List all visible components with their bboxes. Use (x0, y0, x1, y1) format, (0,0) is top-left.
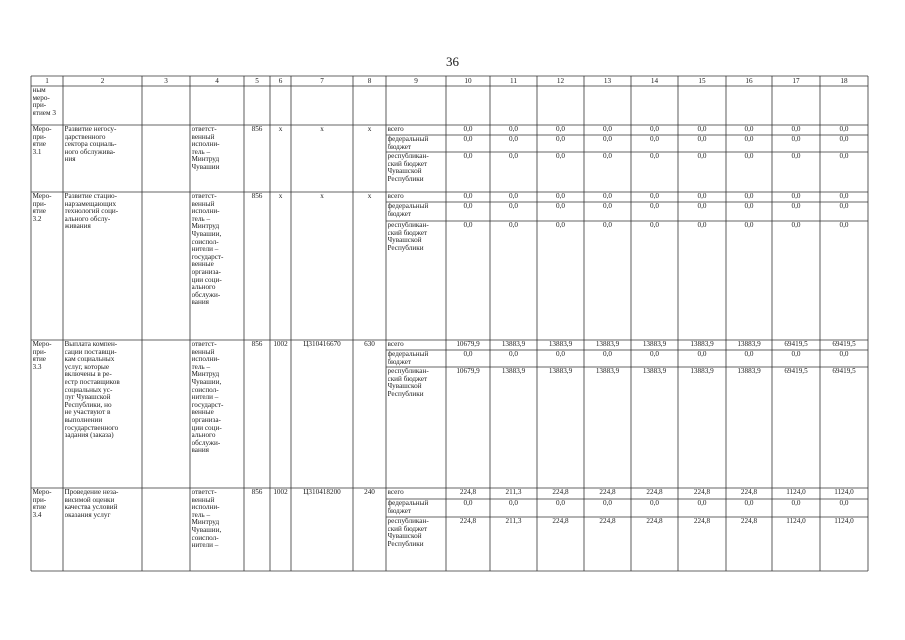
funding-value: 0,0 (791, 126, 801, 133)
funding-value: 224,8 (599, 518, 616, 525)
funding-value: 211,3 (505, 489, 522, 496)
funding-value: 224,8 (740, 489, 758, 496)
funding-value: 224,8 (693, 489, 711, 496)
header-cell-2: 2 (100, 77, 105, 85)
event-expense-type: 630 (364, 341, 375, 348)
funding-value: 0,0 (839, 126, 849, 133)
funding-value: 224,8 (646, 518, 663, 525)
event-grbs-code: 856 (251, 489, 263, 496)
event-executor: ответст- венный исполни- тель – Минтруд Чувашии (191, 126, 220, 171)
funding-value: 224,8 (693, 518, 711, 525)
header-cell-18: 18 (840, 77, 848, 85)
funding-value: 0,0 (839, 193, 849, 200)
funding-value: 0,0 (839, 500, 849, 507)
funding-value: 0,0 (744, 126, 754, 133)
header-cell-1: 1 (45, 77, 49, 85)
funding-value: 0,0 (744, 203, 754, 210)
funding-value: 10679,9 (456, 368, 480, 375)
header-cell-11: 11 (510, 77, 517, 85)
funding-value: 69419,5 (784, 368, 808, 375)
funding-value: 211,3 (505, 518, 522, 525)
funding-value: 0,0 (463, 126, 473, 133)
funding-value: 0,0 (650, 193, 659, 200)
funding-value: 0,0 (556, 351, 565, 358)
event-name: Меро- при- ятие 3.2 (32, 193, 52, 223)
funding-value: 0,0 (791, 500, 801, 507)
event-executor: ответст- венный исполни- тель – Минтруд Чувашии, соиспол- нители – (191, 489, 222, 550)
page-number: 36 (446, 54, 459, 69)
funding-value: 0,0 (603, 203, 612, 210)
funding-value: 0,0 (697, 222, 707, 229)
funding-value: 0,0 (791, 222, 801, 229)
event-target-code: Ц310416670 (303, 341, 341, 348)
event-expense-type: х (367, 126, 372, 133)
funding-value: 0,0 (509, 500, 518, 507)
funding-value: 13883,9 (690, 368, 714, 375)
funding-source: республикан- ский бюджет Чувашской Республики (387, 153, 429, 183)
funding-value: 0,0 (463, 222, 473, 229)
header-cell-8: 8 (367, 77, 372, 85)
funding-value: 0,0 (744, 222, 754, 229)
event-target-code: х (320, 126, 324, 133)
funding-value: 0,0 (509, 153, 518, 160)
funding-value: 0,0 (463, 500, 473, 507)
header-cell-6: 6 (278, 77, 283, 85)
funding-value: 224,8 (646, 489, 663, 496)
event-section-code: х (278, 193, 283, 200)
event-name: Меро- при- ятие 3.3 (32, 341, 52, 371)
funding-value: 13883,9 (501, 368, 526, 375)
event-description: Развитие стацио- нарзамещающих технологий соци- ального обслу- живания (64, 193, 119, 231)
event-section-code: 1002 (273, 489, 288, 496)
event-expense-type: х (367, 193, 372, 200)
funding-value: 0,0 (697, 126, 707, 133)
funding-value: 13883,9 (642, 368, 667, 375)
funding-value: 13883,9 (595, 341, 620, 348)
funding-value: 0,0 (744, 136, 754, 143)
event-grbs-code: 856 (251, 126, 263, 133)
header-cell-12: 12 (556, 77, 565, 85)
funding-source: федеральный бюджет (387, 203, 429, 218)
event-description: Выплата компен- сации поставщи- кам социальных услуг, которые включены в ре- естр поставщиков социальных ус- луг Чувашской Республики, но не участвуют в выполнении государственного задания (заказа) (64, 341, 120, 440)
funding-value: 13883,9 (642, 341, 667, 348)
funding-value: 1124,0 (786, 489, 806, 496)
funding-value: 13883,9 (690, 341, 714, 348)
funding-value: 224,8 (552, 518, 569, 525)
funding-value: 0,0 (839, 153, 849, 160)
funding-source: федеральный бюджет (387, 136, 429, 151)
funding-value: 0,0 (509, 222, 518, 229)
funding-value: 0,0 (650, 222, 659, 229)
header-cell-17: 17 (792, 77, 800, 85)
funding-value: 0,0 (791, 351, 801, 358)
funding-value: 10679,9 (456, 341, 480, 348)
header-cell-15: 15 (698, 77, 706, 85)
funding-value: 0,0 (791, 193, 801, 200)
funding-value: 0,0 (791, 136, 801, 143)
funding-value: 0,0 (509, 351, 518, 358)
event-expense-type: 240 (364, 489, 375, 496)
funding-value: 0,0 (744, 193, 754, 200)
funding-value: 0,0 (697, 203, 707, 210)
funding-source: федеральный бюджет (387, 351, 429, 366)
funding-source: федеральный бюджет (387, 500, 429, 515)
funding-value: 0,0 (839, 136, 849, 143)
funding-value: 0,0 (556, 126, 565, 133)
event-target-code: Ц310418200 (303, 489, 341, 496)
funding-value: 0,0 (697, 500, 707, 507)
funding-value: 0,0 (697, 136, 707, 143)
continuation-label: ным меро- при- ятием 3 (32, 87, 56, 117)
header-cell-13: 13 (603, 77, 612, 85)
funding-value: 69419,5 (784, 341, 808, 348)
funding-value: 0,0 (650, 500, 659, 507)
funding-value: 13883,9 (548, 368, 573, 375)
header-cell-14: 14 (650, 77, 659, 85)
funding-value: 13883,9 (548, 341, 573, 348)
funding-value: 0,0 (509, 203, 518, 210)
funding-value: 224,8 (459, 518, 477, 525)
funding-value: 0,0 (791, 153, 801, 160)
funding-value: 0,0 (556, 193, 565, 200)
funding-value: 0,0 (463, 153, 473, 160)
event-executor: ответст- венный исполни- тель – Минтруд Чувашии, соиспол- нители – государст- венные организа- ции соци- ального обслужи- вания (191, 193, 224, 307)
event-grbs-code: 856 (251, 193, 263, 200)
event-executor: ответст- венный исполни- тель – Минтруд Чувашии, соиспол- нители – государст- венные организа- ции соци- ального обслужи- вания (191, 341, 224, 455)
funding-value: 0,0 (556, 222, 565, 229)
header-cell-10: 10 (464, 77, 472, 85)
funding-value: 0,0 (603, 193, 612, 200)
funding-value: 0,0 (603, 126, 612, 133)
funding-value: 0,0 (603, 500, 612, 507)
funding-source: республикан- ский бюджет Чувашской Республики (387, 222, 429, 252)
header-cell-5: 5 (255, 77, 259, 85)
funding-value: 0,0 (463, 193, 473, 200)
event-target-code: х (320, 193, 324, 200)
funding-value: 0,0 (603, 153, 612, 160)
funding-value: 0,0 (556, 203, 565, 210)
funding-value: 13883,9 (595, 368, 620, 375)
funding-source: всего (387, 193, 404, 200)
funding-value: 0,0 (556, 136, 565, 143)
funding-value: 0,0 (839, 351, 849, 358)
funding-value: 0,0 (603, 222, 612, 229)
header-cell-3: 3 (164, 77, 168, 85)
funding-value: 13883,9 (737, 341, 761, 348)
funding-value: 0,0 (744, 500, 754, 507)
funding-value: 13883,9 (737, 368, 761, 375)
funding-value: 0,0 (839, 203, 849, 210)
funding-value: 0,0 (650, 351, 659, 358)
header-cell-7: 7 (320, 77, 324, 85)
event-grbs-code: 856 (251, 341, 263, 348)
funding-value: 224,8 (740, 518, 758, 525)
funding-source: республикан- ский бюджет Чувашской Республики (387, 368, 429, 398)
funding-source: республикан- ский бюджет Чувашской Республики (387, 518, 429, 548)
funding-value: 0,0 (839, 222, 849, 229)
funding-value: 0,0 (509, 136, 518, 143)
funding-value: 0,0 (556, 500, 565, 507)
funding-value: 0,0 (697, 193, 707, 200)
event-description: Проведение неза- висимой оценки качества условий оказания услуг (64, 489, 119, 519)
funding-value: 224,8 (599, 489, 616, 496)
funding-value: 0,0 (463, 203, 473, 210)
funding-value: 0,0 (463, 351, 473, 358)
funding-value: 224,8 (459, 489, 477, 496)
funding-value: 1124,0 (834, 518, 854, 525)
funding-value: 0,0 (791, 203, 801, 210)
event-name: Меро- при- ятие 3.4 (32, 489, 52, 519)
event-section-code: 1002 (273, 341, 288, 348)
funding-value: 0,0 (744, 153, 754, 160)
funding-value: 0,0 (556, 153, 565, 160)
funding-value: 13883,9 (501, 341, 526, 348)
funding-value: 69419,5 (832, 341, 856, 348)
funding-value: 224,8 (552, 489, 569, 496)
header-cell-16: 16 (745, 77, 753, 85)
funding-value: 0,0 (650, 153, 659, 160)
event-name: Меро- при- ятие 3.1 (32, 126, 52, 156)
funding-value: 0,0 (463, 136, 473, 143)
funding-source: всего (387, 489, 404, 496)
funding-value: 0,0 (603, 136, 612, 143)
funding-value: 0,0 (650, 203, 659, 210)
header-cell-9: 9 (414, 77, 418, 85)
funding-value: 0,0 (697, 153, 707, 160)
funding-value: 0,0 (650, 136, 659, 143)
header-cell-4: 4 (215, 77, 219, 85)
funding-value: 0,0 (509, 193, 518, 200)
funding-value: 0,0 (509, 126, 518, 133)
event-section-code: х (278, 126, 283, 133)
funding-value: 1124,0 (834, 489, 854, 496)
funding-value: 0,0 (744, 351, 754, 358)
funding-value: 69419,5 (832, 368, 856, 375)
event-description: Развитие негосу- дарственного сектора социаль- ного обслужива- ния (64, 126, 117, 164)
funding-source: всего (387, 341, 404, 348)
funding-value: 0,0 (697, 351, 707, 358)
funding-source: всего (387, 126, 404, 133)
funding-value: 0,0 (650, 126, 659, 133)
funding-value: 0,0 (603, 351, 612, 358)
funding-value: 1124,0 (786, 518, 806, 525)
